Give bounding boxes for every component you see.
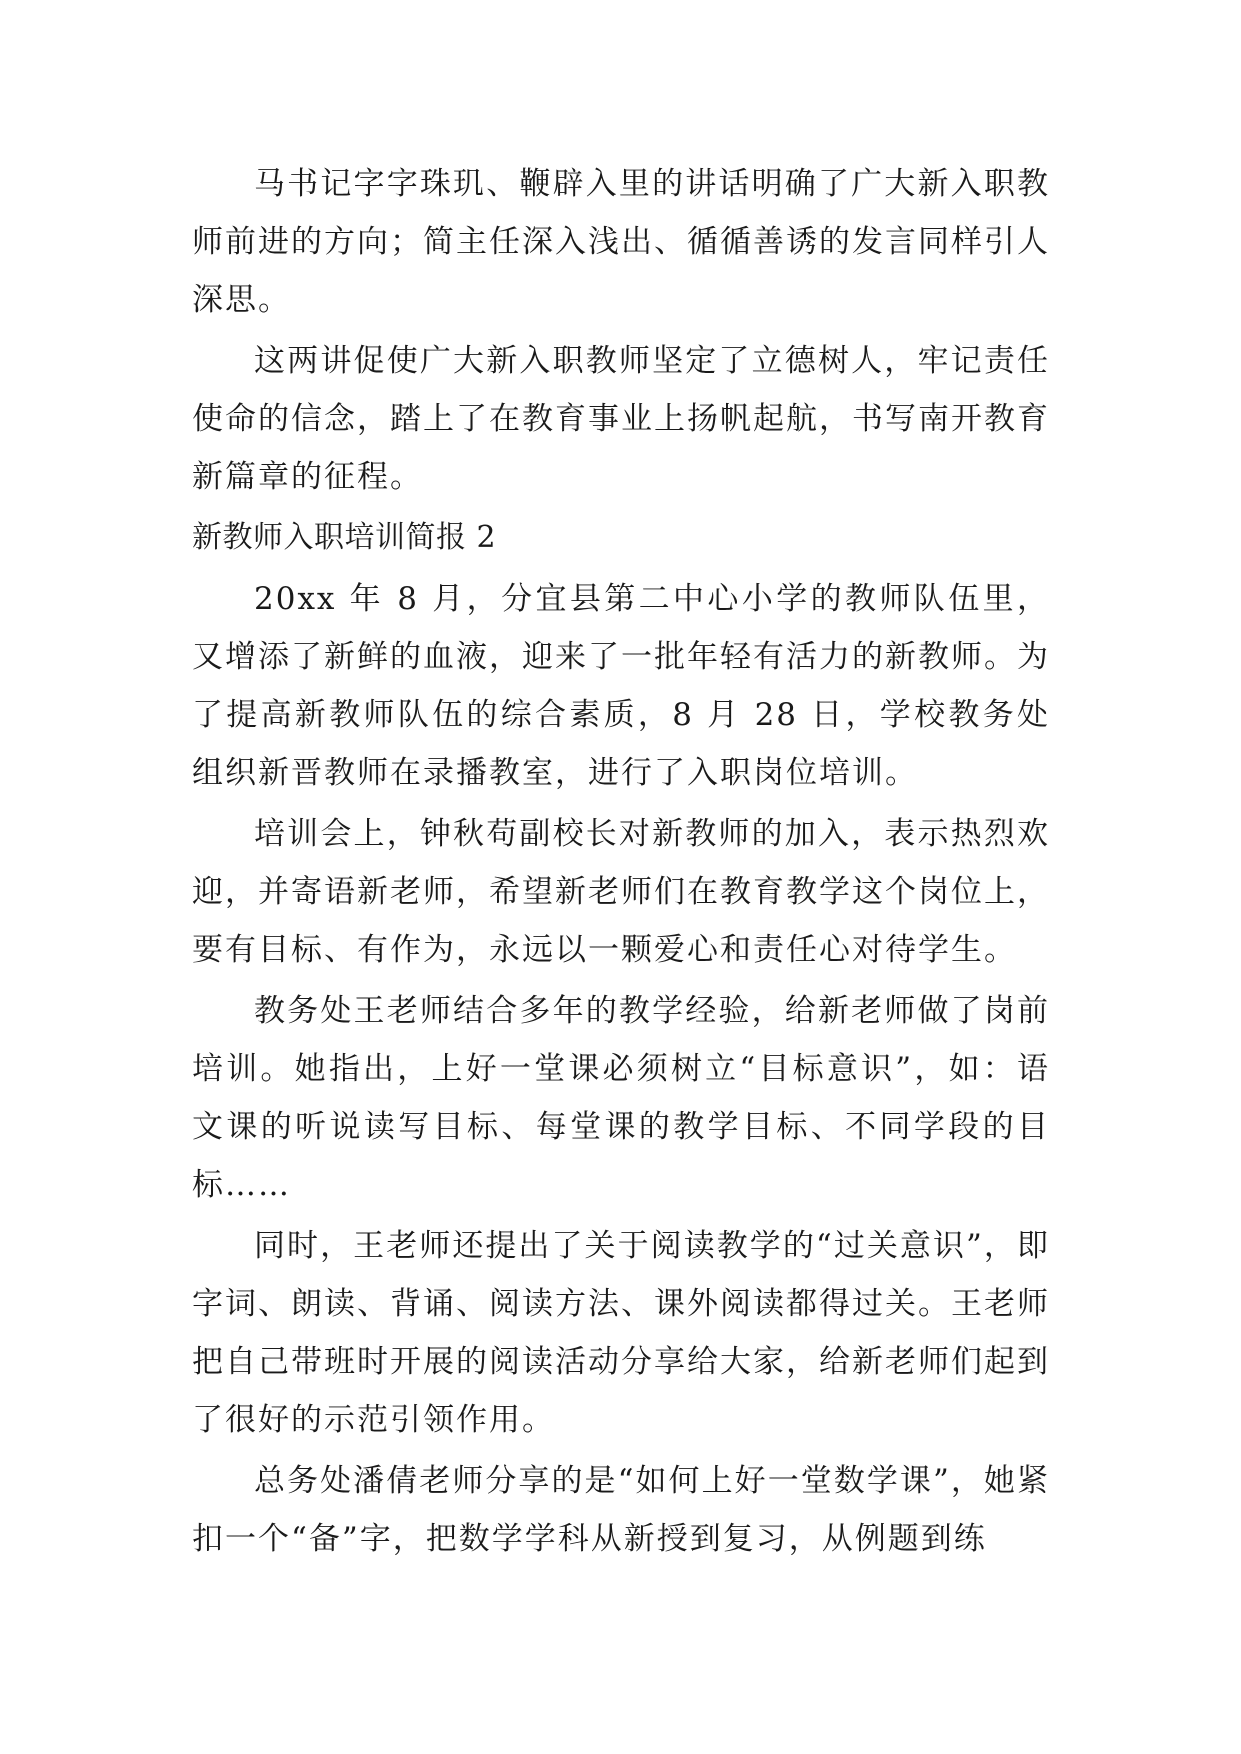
paragraph: 马书记字字珠玑、鞭辟入里的讲话明确了广大新入职教师前进的方向；简主任深入浅出、循循善诱的发言同样引人深思。 — [192, 166, 1050, 318]
paragraph: 教务处王老师结合多年的教学经验，给新老师做了岗前培训。她指出，上好一堂课必须树立“目标意识”，如：语文课的听说读写目标、每堂课的教学目标、不同学段的目标…… — [192, 993, 1050, 1203]
paragraph: 这两讲促使广大新入职教师坚定了立德树人，牢记责任使命的信念，踏上了在教育事业上扬帆起航，书写南开教育新篇章的征程。 — [192, 343, 1050, 495]
paragraph: 同时，王老师还提出了关于阅读教学的“过关意识”，即字词、朗读、背诵、阅读方法、课外阅读都得过关。王老师把自己带班时开展的阅读活动分享给大家，给新老师们起到了很好的示范引领作用。 — [192, 1228, 1050, 1438]
paragraph: 20xx 年 8 月，分宜县第二中心小学的教师队伍里，又增添了新鲜的血液，迎来了一批年轻有活力的新教师。为了提高新教师队伍的综合素质，8 月 28 日，学校教务处组织新晋教师在录播教室，进行了入职岗位培训。 — [192, 581, 1050, 791]
document-page — [192, 155, 1050, 1571]
section-heading: 新教师入职培训简报 2 — [192, 520, 497, 555]
paragraph: 培训会上，钟秋苟副校长对新教师的加入，表示热烈欢迎，并寄语新老师，希望新老师们在教育教学这个岗位上，要有目标、有作为，永远以一颗爱心和责任心对待学生。 — [192, 816, 1050, 968]
paragraph: 总务处潘倩老师分享的是“如何上好一堂数学课”，她紧扣一个“备”字，把数学学科从新授到复习，从例题到练 — [192, 1463, 1050, 1557]
